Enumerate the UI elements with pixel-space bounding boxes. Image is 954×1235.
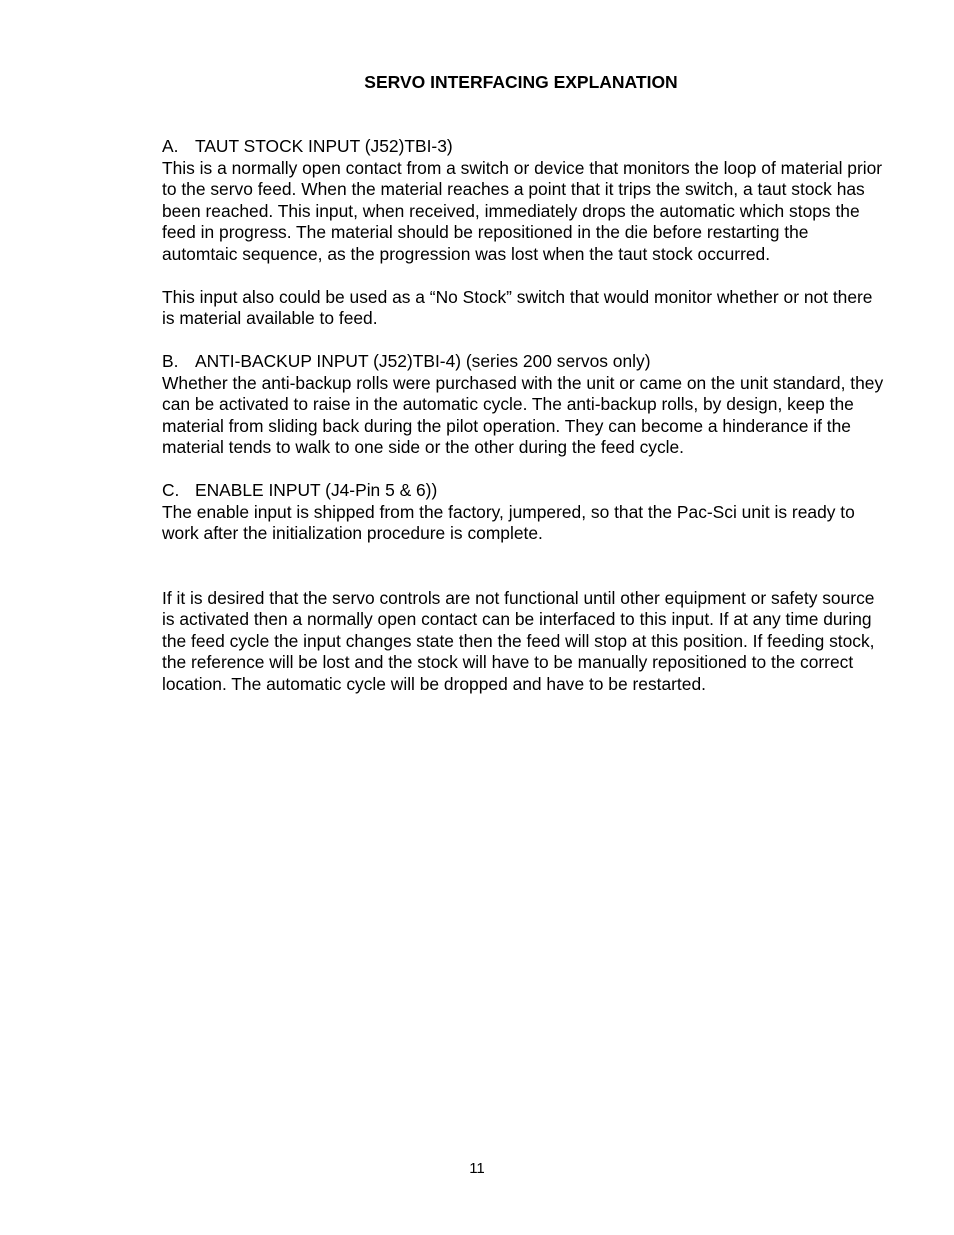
- section-heading-text: ENABLE INPUT (J4-Pin 5 & 6)): [195, 480, 438, 500]
- section-letter: A.: [162, 136, 179, 156]
- section-heading-text: TAUT STOCK INPUT (J52)TBI-3): [195, 136, 453, 156]
- page-number: 11: [469, 1160, 485, 1177]
- paragraph: If it is desired that the servo controls are not functional until other equipment or safety source is activated then a normally open contact can be interfaced to this input. If at any time during the feed cycle the input changes state then the feed will stop at this position. If feeding stock, the reference will be lost and the stock will have to be manually repositioned to the correct location. The automatic cycle will be dropped and have to be restarted.: [162, 587, 875, 694]
- paragraph: This is a normally open contact from a switch or device that monitors the loop of material prior to the servo feed. When the material reaches a point that it trips the switch, a taut stock has been reached. This input, when received, immediately drops the automatic which stops the feed in progress. The material should be repositioned in the die before restarting the automtaic sequence, as the progression was lost when the taut stock occurred.: [162, 157, 883, 264]
- section-letter: C.: [162, 480, 180, 500]
- paragraph: The enable input is shipped from the factory, jumpered, so that the Pac-Sci unit is ready to work after the initialization procedure is complete.: [162, 501, 855, 543]
- document-body: [162, 136, 886, 695]
- page-title: SERVO INTERFACING EXPLANATION: [364, 72, 678, 92]
- paragraph: Whether the anti-backup rolls were purchased with the unit or came on the unit standard, they can be activated to raise in the automatic cycle. The anti-backup rolls, by design, keep the material from sliding back during the pilot operation. They can become a hinderance if the material tends to walk to one side or the other during the feed cycle.: [162, 372, 884, 457]
- paragraph: This input also could be used as a “No Stock” switch that would monitor whether or not there is material available to feed.: [162, 286, 873, 328]
- section-enable-input: [162, 480, 886, 695]
- section-taut-stock-input: [162, 136, 886, 330]
- section-heading: [162, 351, 886, 373]
- section-heading: [162, 480, 886, 502]
- section-heading-text: ANTI-BACKUP INPUT (J52)TBI-4) (series 200 servos only): [195, 351, 651, 371]
- section-anti-backup-input: [162, 351, 886, 459]
- section-letter: B.: [162, 351, 179, 371]
- section-heading: [162, 136, 886, 158]
